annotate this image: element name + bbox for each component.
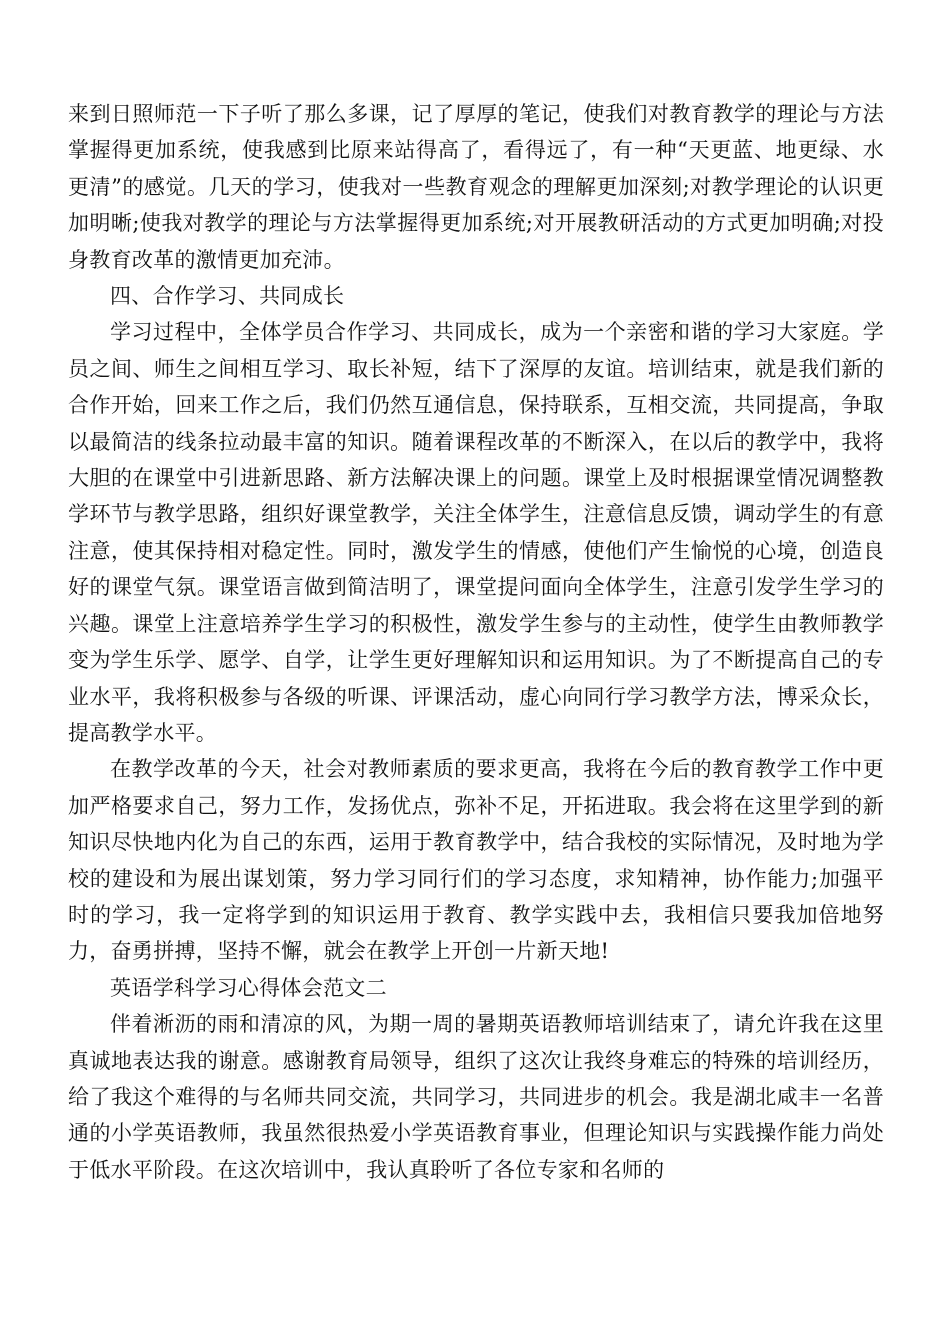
paragraph-continuation: 来到日照师范一下子听了那么多课，记了厚厚的笔记，使我们对教育教学的理论与方法掌握得更加系统，使我感到比原来站得高了，看得远了，有一种“天更蓝、地更绿、水更清”的感觉。几天的学习，使我对一些教育观念的理解更加深刻;对教学理论的认识更加明晰;使我对教学的理论与方法掌握得更加系统;对开展教研活动的方式更加明确;对投身教育改革的激情更加充沛。	[68, 102, 884, 272]
section-heading-sample-essay-two: 英语学科学习心得体会范文二	[110, 975, 387, 1000]
section-heading-cooperative-learning: 四、合作学习、共同成长	[110, 284, 345, 309]
document-body	[68, 96, 884, 1188]
paragraph-summer-training: 伴着淅沥的雨和清凉的风，为期一周的暑期英语教师培训结束了，请允许我在这里真诚地表达我的谢意。感谢教育局领导，组织了这次让我终身难忘的特殊的培训经历，给了我这个难得的与名师共同交流，共同学习，共同进步的机会。我是湖北咸丰一名普通的小学英语教师，我虽然很热爱小学英语教育事业，但理论知识与实践操作能力尚处于低水平阶段。在这次培训中，我认真聆听了各位专家和名师的	[68, 1012, 884, 1182]
paragraph-cooperative-learning: 学习过程中，全体学员合作学习、共同成长，成为一个亲密和谐的学习大家庭。学员之间、师生之间相互学习、取长补短，结下了深厚的友谊。培训结束，就是我们新的合作开始，回来工作之后，我们仍然互通信息，保持联系，互相交流，共同提高，争取以最简洁的线条拉动最丰富的知识。随着课程改革的不断深入，在以后的教学中，我将大胆的在课堂中引进新思路、新方法解决课上的问题。课堂上及时根据课堂情况调整教学环节与教学思路，组织好课堂教学，关注全体学生，注意信息反馈，调动学生的有意注意，使其保持相对稳定性。同时，激发学生的情感，使他们产生愉悦的心境，创造良好的课堂气氛。课堂语言做到简洁明了，课堂提问面向全体学生，注意引发学生学习的兴趣。课堂上注意培养学生学习的积极性，激发学生参与的主动性，使学生由教师教学变为学生乐学、愿学、自学，让学生更好理解知识和运用知识。为了不断提高自己的专业水平，我将积极参与各级的听课、评课活动，虚心向同行学习教学方法，博采众长，提高教学水平。	[68, 320, 884, 745]
paragraph-teaching-reform: 在教学改革的今天，社会对教师素质的要求更高，我将在今后的教育教学工作中更加严格要求自己，努力工作，发扬优点，弥补不足，开拓进取。我会将在这里学到的新知识尽快地内化为自己的东西，运用于教育教学中，结合我校的实际情况，及时地为学校的建设和为展出谋划策，努力学习同行们的学习态度，求知精神，协作能力;加强平时的学习，我一定将学到的知识运用于教育、教学实践中去，我相信只要我加倍地努力，奋勇拼搏，坚持不懈，就会在教学上开创一片新天地!	[68, 757, 884, 964]
